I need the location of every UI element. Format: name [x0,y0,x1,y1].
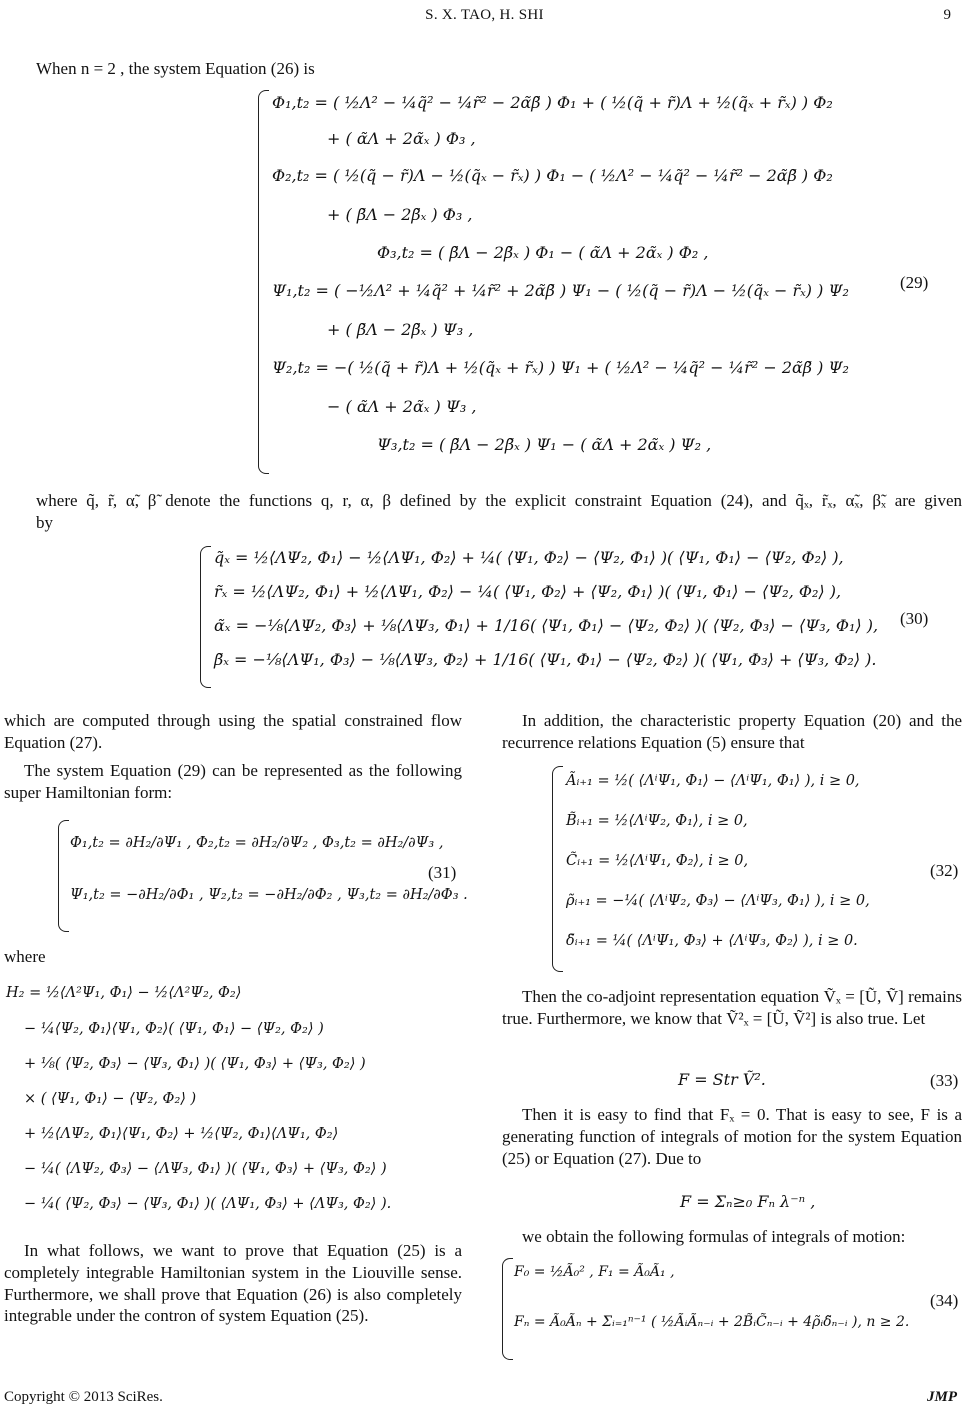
eq29-line: + ( α̃Λ + 2α̃ₓ ) Φ₃ , [327,129,476,148]
right-paragraph-1: In addition, the characteristic property Equation (20) and the recurrence relations Equation (5) ensure that [502,711,962,752]
eq30-line: q̃ₓ = ½⟨ΛΨ₂, Φ₁⟩ − ½⟨ΛΨ₁, Φ₂⟩ + ¼( ⟨Ψ₁, Φ₂⟩ − ⟨Ψ₂, Φ₁⟩ )( ⟨Ψ₁, Φ₁⟩ − ⟨Ψ₂, Φ₂⟩ ), [214,548,844,567]
brace-32 [552,766,563,972]
brace-31 [58,820,69,932]
hamiltonian-line: − ¼( ⟨Ψ₂, Φ₃⟩ − ⟨Ψ₃, Φ₁⟩ )( ⟨ΛΨ₁, Φ₃⟩ + ⟨ΛΨ₃, Φ₂⟩ ). [24,1196,392,1212]
brace-30 [200,546,211,688]
hamiltonian-line: − ¼( ⟨ΛΨ₂, Φ₃⟩ − ⟨ΛΨ₃, Φ₁⟩ )( ⟨Ψ₁, Φ₃⟩ + ⟨Ψ₃, Φ₂⟩ ) [24,1161,387,1177]
eq31-number: (31) [428,863,457,882]
eq30-line: β̃ₓ = −⅛⟨ΛΨ₁, Φ₃⟩ − ⅛⟨ΛΨ₃, Φ₂⟩ + 1/16( ⟨Ψ₁, Φ₁⟩ − ⟨Ψ₂, Φ₂⟩ )( ⟨Ψ₁, Φ₃⟩ + ⟨Ψ₃, Φ₂⟩ ). [214,650,877,669]
hamiltonian-line: + ⅛( ⟨Ψ₂, Φ₃⟩ − ⟨Ψ₃, Φ₁⟩ )( ⟨Ψ₁, Φ₃⟩ + ⟨Ψ₃, Φ₂⟩ ) [24,1056,366,1072]
brace-29 [258,90,269,474]
hamiltonian-line: × ( ⟨Ψ₁, Φ₁⟩ − ⟨Ψ₂, Φ₂⟩ ) [24,1091,197,1107]
eq31-line-1: Φ₁,t₂ = ∂H₂/∂Ψ₁ , Φ₂,t₂ = ∂H₂/∂Ψ₂ , Φ₃,t₂ = ∂H₂/∂Ψ₃ , [70,835,444,851]
left-paragraph-1: which are computed through using the spatial constrained flow Equation (27). [4,711,462,752]
right-paragraph-4: we obtain the following formulas of integrals of motion: [522,1227,906,1246]
eq34-number: (34) [930,1291,959,1310]
left-paragraph-2: The system Equation (29) can be represented as the following super Hamiltonian form: [4,761,462,802]
eq29-line: + ( β̃Λ − 2β̃ₓ ) Ψ₃ , [327,320,474,339]
eq29-line: Ψ₁,t₂ = ( −½Λ² + ¼q̃² + ¼r̃² + 2α̃β̃ ) Ψ₁ − ( ½(q̃ − r̃)Λ − ½(q̃ₓ − r̃ₓ) ) Ψ₂ [272,281,849,300]
hamiltonian-line: H₂ = ½⟨Λ²Ψ₁, Φ₁⟩ − ½⟨Λ²Ψ₂, Φ₂⟩ [6,985,242,1001]
eq29-line: Ψ₂,t₂ = −( ½(q̃ + r̃)Λ + ½(q̃ₓ + r̃ₓ) ) Ψ₁ + ( ½Λ² − ¼q̃² − ¼r̃² − 2α̃β̃ ) Ψ₂ [272,358,849,377]
where-paragraph: where q̃, r̃, α̃, β̃ denote the functions q, r, α, β defined by the explicit constraint Equation (24), and q̃ₓ, r̃ₓ, α̃ₓ, β̃ₓ are given by [36,491,962,532]
eq29-line: Ψ₃,t₂ = ( β̃Λ − 2β̃ₓ ) Ψ₁ − ( α̃Λ + 2α̃ₓ ) Ψ₂ , [377,435,712,454]
eq32-line: ρ̃ᵢ₊₁ = −¼( ⟨ΛⁱΨ₂, Φ₃⟩ − ⟨ΛⁱΨ₃, Φ₁⟩ ), i ≥ 0, [566,893,870,909]
copyright-footer: Copyright © 2013 SciRes. [4,1389,163,1405]
eq34-line-1: F₀ = ½Ã₀² , F₁ = Ã₀Ã₁ , [514,1264,675,1280]
eq32-line: B̃ᵢ₊₁ = ½⟨ΛⁱΨ₂, Φ₁⟩, i ≥ 0, [566,813,748,829]
where-label: where [4,947,46,966]
hamiltonian-h2 [6,984,462,1234]
left-paragraph-3: In what follows, we want to prove that Equation (25) is a completely integrable Hamiltonian system in the Liouville sense. Furthermore, we shall prove that Equation (26) is also completely integrable under the contron of system Equation (25). [4,1241,462,1326]
eq30-body [214,548,884,688]
eq29-body [272,88,849,478]
eq29-line: Φ₃,t₂ = ( β̃Λ − 2β̃ₓ ) Φ₁ − ( α̃Λ + 2α̃ₓ ) Φ₂ , [377,243,709,262]
eq30-line: r̃ₓ = ½⟨ΛΨ₂, Φ₁⟩ + ½⟨ΛΨ₁, Φ₂⟩ − ¼( ⟨Ψ₁, Φ₂⟩ + ⟨Ψ₂, Φ₁⟩ )( ⟨Ψ₁, Φ₁⟩ − ⟨Ψ₂, Φ₂⟩ ), [214,582,842,601]
eq29-line: Φ₁,t₂ = ( ½Λ² − ¼q̃² − ¼r̃² − 2α̃β̃ ) Φ₁ + ( ½(q̃ + r̃)Λ + ½(q̃ₓ + r̃ₓ) ) Φ₂ [272,93,833,112]
eq32-line: Ãᵢ₊₁ = ½( ⟨ΛⁱΨ₁, Φ₁⟩ − ⟨ΛⁱΨ₁, Φ₁⟩ ), i ≥ 0, [566,773,860,789]
brace-34 [502,1258,513,1360]
right-paragraph-2: Then the co-adjoint representation equation Ṽₓ = [Ũ, Ṽ] remains true. Furthermore, we know that Ṽ²ₓ = [Ũ, Ṽ²] is also true. Let [502,987,962,1028]
hamiltonian-line: + ½⟨ΛΨ₂, Φ₁⟩⟨Ψ₁, Φ₂⟩ + ½⟨Ψ₂, Φ₁⟩⟨ΛΨ₁, Φ₂⟩ [24,1126,339,1142]
eq32-line: C̃ᵢ₊₁ = ½⟨ΛⁱΨ₁, Φ₂⟩, i ≥ 0, [566,853,749,869]
eq31-line-2: Ψ₁,t₂ = −∂H₂/∂Φ₁ , Ψ₂,t₂ = −∂H₂/∂Φ₂ , Ψ₃,t₂ = ∂H₂/∂Φ₃ . [70,887,468,903]
eq30-number: (30) [900,609,929,628]
eq30-line: α̃ₓ = −⅛⟨ΛΨ₂, Φ₃⟩ + ⅛⟨ΛΨ₃, Φ₁⟩ + 1/16( ⟨Ψ₁, Φ₁⟩ − ⟨Ψ₂, Φ₂⟩ )( ⟨Ψ₂, Φ₃⟩ − ⟨Ψ₃, Φ₁⟩ ), [214,616,879,635]
eq33-formula: F = Str Ṽ². [678,1070,766,1089]
eq32-line: δ̃ᵢ₊₁ = ¼( ⟨ΛⁱΨ₁, Φ₃⟩ + ⟨ΛⁱΨ₃, Φ₂⟩ ), i ≥ 0. [566,933,858,949]
page-number: 9 [943,7,951,23]
eq32-number: (32) [930,861,959,880]
eq29-line: Φ₂,t₂ = ( ½(q̃ − r̃)Λ − ½(q̃ₓ − r̃ₓ) ) Φ₁ − ( ½Λ² − ¼q̃² − ¼r̃² − 2α̃β̃ ) Φ₂ [272,166,833,185]
journal-footer: JMP [927,1389,957,1405]
hamiltonian-line: − ¼⟨Ψ₂, Φ₁⟩⟨Ψ₁, Φ₂⟩( ⟨Ψ₁, Φ₁⟩ − ⟨Ψ₂, Φ₂⟩ ) [24,1021,324,1037]
eq34-line-2: Fₙ = Ã₀Ãₙ + Σᵢ₌₁ⁿ⁻¹ ( ½ÃᵢÃₙ₋ᵢ + 2B̃ᵢC̃ₙ₋ᵢ + 4ρ̃ᵢδ̃ₙ₋ᵢ ), n ≥ 2. [514,1314,910,1330]
eq29-number: (29) [900,273,929,292]
eq29-line: − ( α̃Λ + 2α̃ₓ ) Ψ₃ , [327,397,477,416]
eq29-line: + ( β̃Λ − 2β̃ₓ ) Φ₃ , [327,205,473,224]
running-header: S. X. TAO, H. SHI [425,7,544,23]
right-paragraph-3: Then it is easy to find that Fₓ = 0. That is easy to see, F is a generating function of integrals of motion for the system Equation (25) or Equation (27). Due to [502,1105,962,1168]
eq33-number: (33) [930,1071,959,1090]
intro-text: When n = 2 , the system Equation (26) is [36,59,315,78]
generating-series: F = Σₙ≥₀ Fₙ λ⁻ⁿ , [680,1192,816,1211]
